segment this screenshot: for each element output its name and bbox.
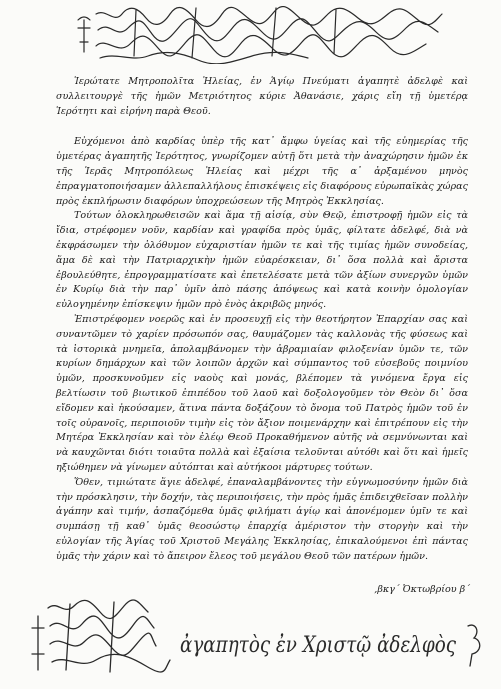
letter-body xyxy=(56,75,468,565)
closing-signature xyxy=(30,596,490,678)
body-paragraph-1: Εὐχόμενοι ἀπὸ καρδίας ὑπὲρ τῆς κατ᾽ ἄμφω ὑγείας καὶ τῆς εὐημερίας τῆς ὑμετέρας ἀγαπητῆς Ἱερότητος, γνωρίζομεν αὐτῇ ὅτι μετὰ τὴν ἀναχώρησιν ἡμῶν ἐκ τῆς Ἱερᾶς Μητροπόλεως Ἠλείας καὶ μέχρι τῆς α᾽ ἀρξαμένου μηνὸς ἐπραγματοποιήσαμεν ἀλλεπαλλήλους ἐπισκέψεις εἰς διαφόρους εὐρωπαϊκὰς χώρας πρὸς ἐκπλήρωσιν διαφόρων ὑποχρεώσεων τῆς Μητρὸς Ἐκκλησίας. xyxy=(56,136,468,207)
letter-date: ,βκγ´ Ὀκτωβρίου β´ xyxy=(374,584,470,595)
closing-handwriting: ἀγαπητὸς ἐν Χριστῷ ἀδελφὸς xyxy=(180,633,457,658)
body-paragraph-3: Ἐπιστρέφομεν νοερῶς καὶ ἐν προσευχῇ εἰς τὴν θεοτήρητον Ἐπαρχίαν σας καὶ συναντῶμεν τὸ χαρίεν πρόσωπόν σας, θαυμάζομεν τὰς καλλονὰς τῆς φύσεως καὶ τὰ ἱστορικὰ μνημεῖα, ἀπολαμβάνομεν τὴν ἀβραμιαίαν φιλοξενίαν ὑμῶν τε, τῶν κυρίων δημάρχων καὶ τῶν λοιπῶν ἀρχῶν καὶ σύμπαντος τοῦ εὐσεβοῦς ποιμνίου ὑμῶν, προσκυνοῦμεν εἰς ναοὺς καὶ μονάς, βλέπομεν τὰ γινόμενα ἔργα εἰς βελτίωσιν τοῦ βιωτικοῦ ἐπιπέδου τοῦ λαοῦ καὶ δοξολογοῦμεν τὸν Θεὸν δι᾽ ὅσα εἴδομεν καὶ ἠκούσαμεν, ἅτινα πάντα δοξάζουν τὸ ὄνομα τοῦ Πατρὸς ἡμῶν τοῦ ἐν τοῖς οὐρανοῖς, περιποιοῦν τιμὴν εἰς τὸν ἄξιον ποιμενάρχην καὶ ἐπιτρέπουν εἰς τὴν Μητέρα Ἐκκλησίαν καὶ τὸν ἐλέῳ Θεοῦ Προκαθήμενον αὐτῆς νὰ σεμνύνωνται καὶ νὰ καυχῶνται διότι τοιαῦτα πολλὰ καὶ ἐξαίσια τελοῦνται αὐτόθι καὶ ὅτι καὶ ἡμεῖς ηξιώθημεν νὰ γίνωμεν αὐτόπται καὶ αὐτήκοοι μάρτυρες τούτων. xyxy=(56,313,468,473)
body-paragraph-4: Ὅθεν, τιμιώτατε ἅγιε ἀδελφέ, ἐπαναλαμβάνοντες τὴν εὐγνωμοσύνην ἡμῶν διὰ τὴν πρόσκλησιν, τὴν δοχήν, τὰς περιποιήσεις, τὴν πρὸς ἡμᾶς ἐπιδειχθεῖσαν πολλὴν ἀγάπην καὶ τιμήν, ἀσπαζόμεθα ὑμᾶς φιλήματι ἁγίῳ καὶ ἀπονέμομεν ὑμῖν τε καὶ συμπάσῃ τῇ καθ᾽ ὑμᾶς θεοσώστῳ ἐπαρχίᾳ ἀμέριστον τὴν στοργὴν καὶ τὴν εὐλογίαν τῆς Ἁγίας τοῦ Χριστοῦ Μεγάλης Ἐκκλησίας, ἐπικαλούμενοι ἐπὶ πάντας ὑμᾶς τὴν χάριν καὶ τὸ ἄπειρον ἔλεος τοῦ μεγάλου Θεοῦ τῶν πατέρων ἡμῶν. xyxy=(56,476,468,562)
body-paragraph-2: Τούτων ὁλοκληρωθεισῶν καὶ ἅμα τῇ αἰσίᾳ, σὺν Θεῷ, ἐπιστροφῇ ἡμῶν εἰς τὰ ἴδια, στρέφομεν νοῦν, καρδίαν καὶ γραφίδα πρὸς ὑμᾶς, φίλτατε ἀδελφέ, διὰ νὰ ἐκφράσωμεν τὴν ὁλόθυμον εὐχαριστίαν ἡμῶν τε καὶ τῆς τιμίας ἡμῶν συνοδείας, ἅμα δὲ καὶ τὴν Πατριαρχικὴν ἡμῶν εὐαρέσκειαν, δι᾽ ὅσα πολλὰ καὶ ἄριστα ἐβουλεύθητε, ἐπρογραμματίσατε καὶ ἐπετελέσατε μετὰ τῶν ἀξίων συνεργῶν ὑμῶν ἐν Κυρίῳ διὰ τὴν παρ᾽ ὑμῖν ἀπὸ πάσης ἀπόψεως καὶ κατὰ κοινὴν ὁμολογίαν εὐλογημένην ἐπίσκεψιν ἡμῶν πρὸ ἑνὸς ἀκριβῶς μηνός. xyxy=(56,210,468,311)
salutation-paragraph: Ἱερώτατε Μητροπολῖτα Ἠλείας, ἐν Ἁγίῳ Πνεύματι ἀγαπητὲ ἀδελφὲ καὶ συλλειτουργὲ τῆς ἡμῶν Μετριότητος κύριε Ἀθανάσιε, χάρις εἴη τῇ ὑμετέρᾳ Ἱερότητι καὶ εἰρήνη παρὰ Θεοῦ. xyxy=(56,76,468,117)
patriarch-signature-header xyxy=(76,6,446,64)
